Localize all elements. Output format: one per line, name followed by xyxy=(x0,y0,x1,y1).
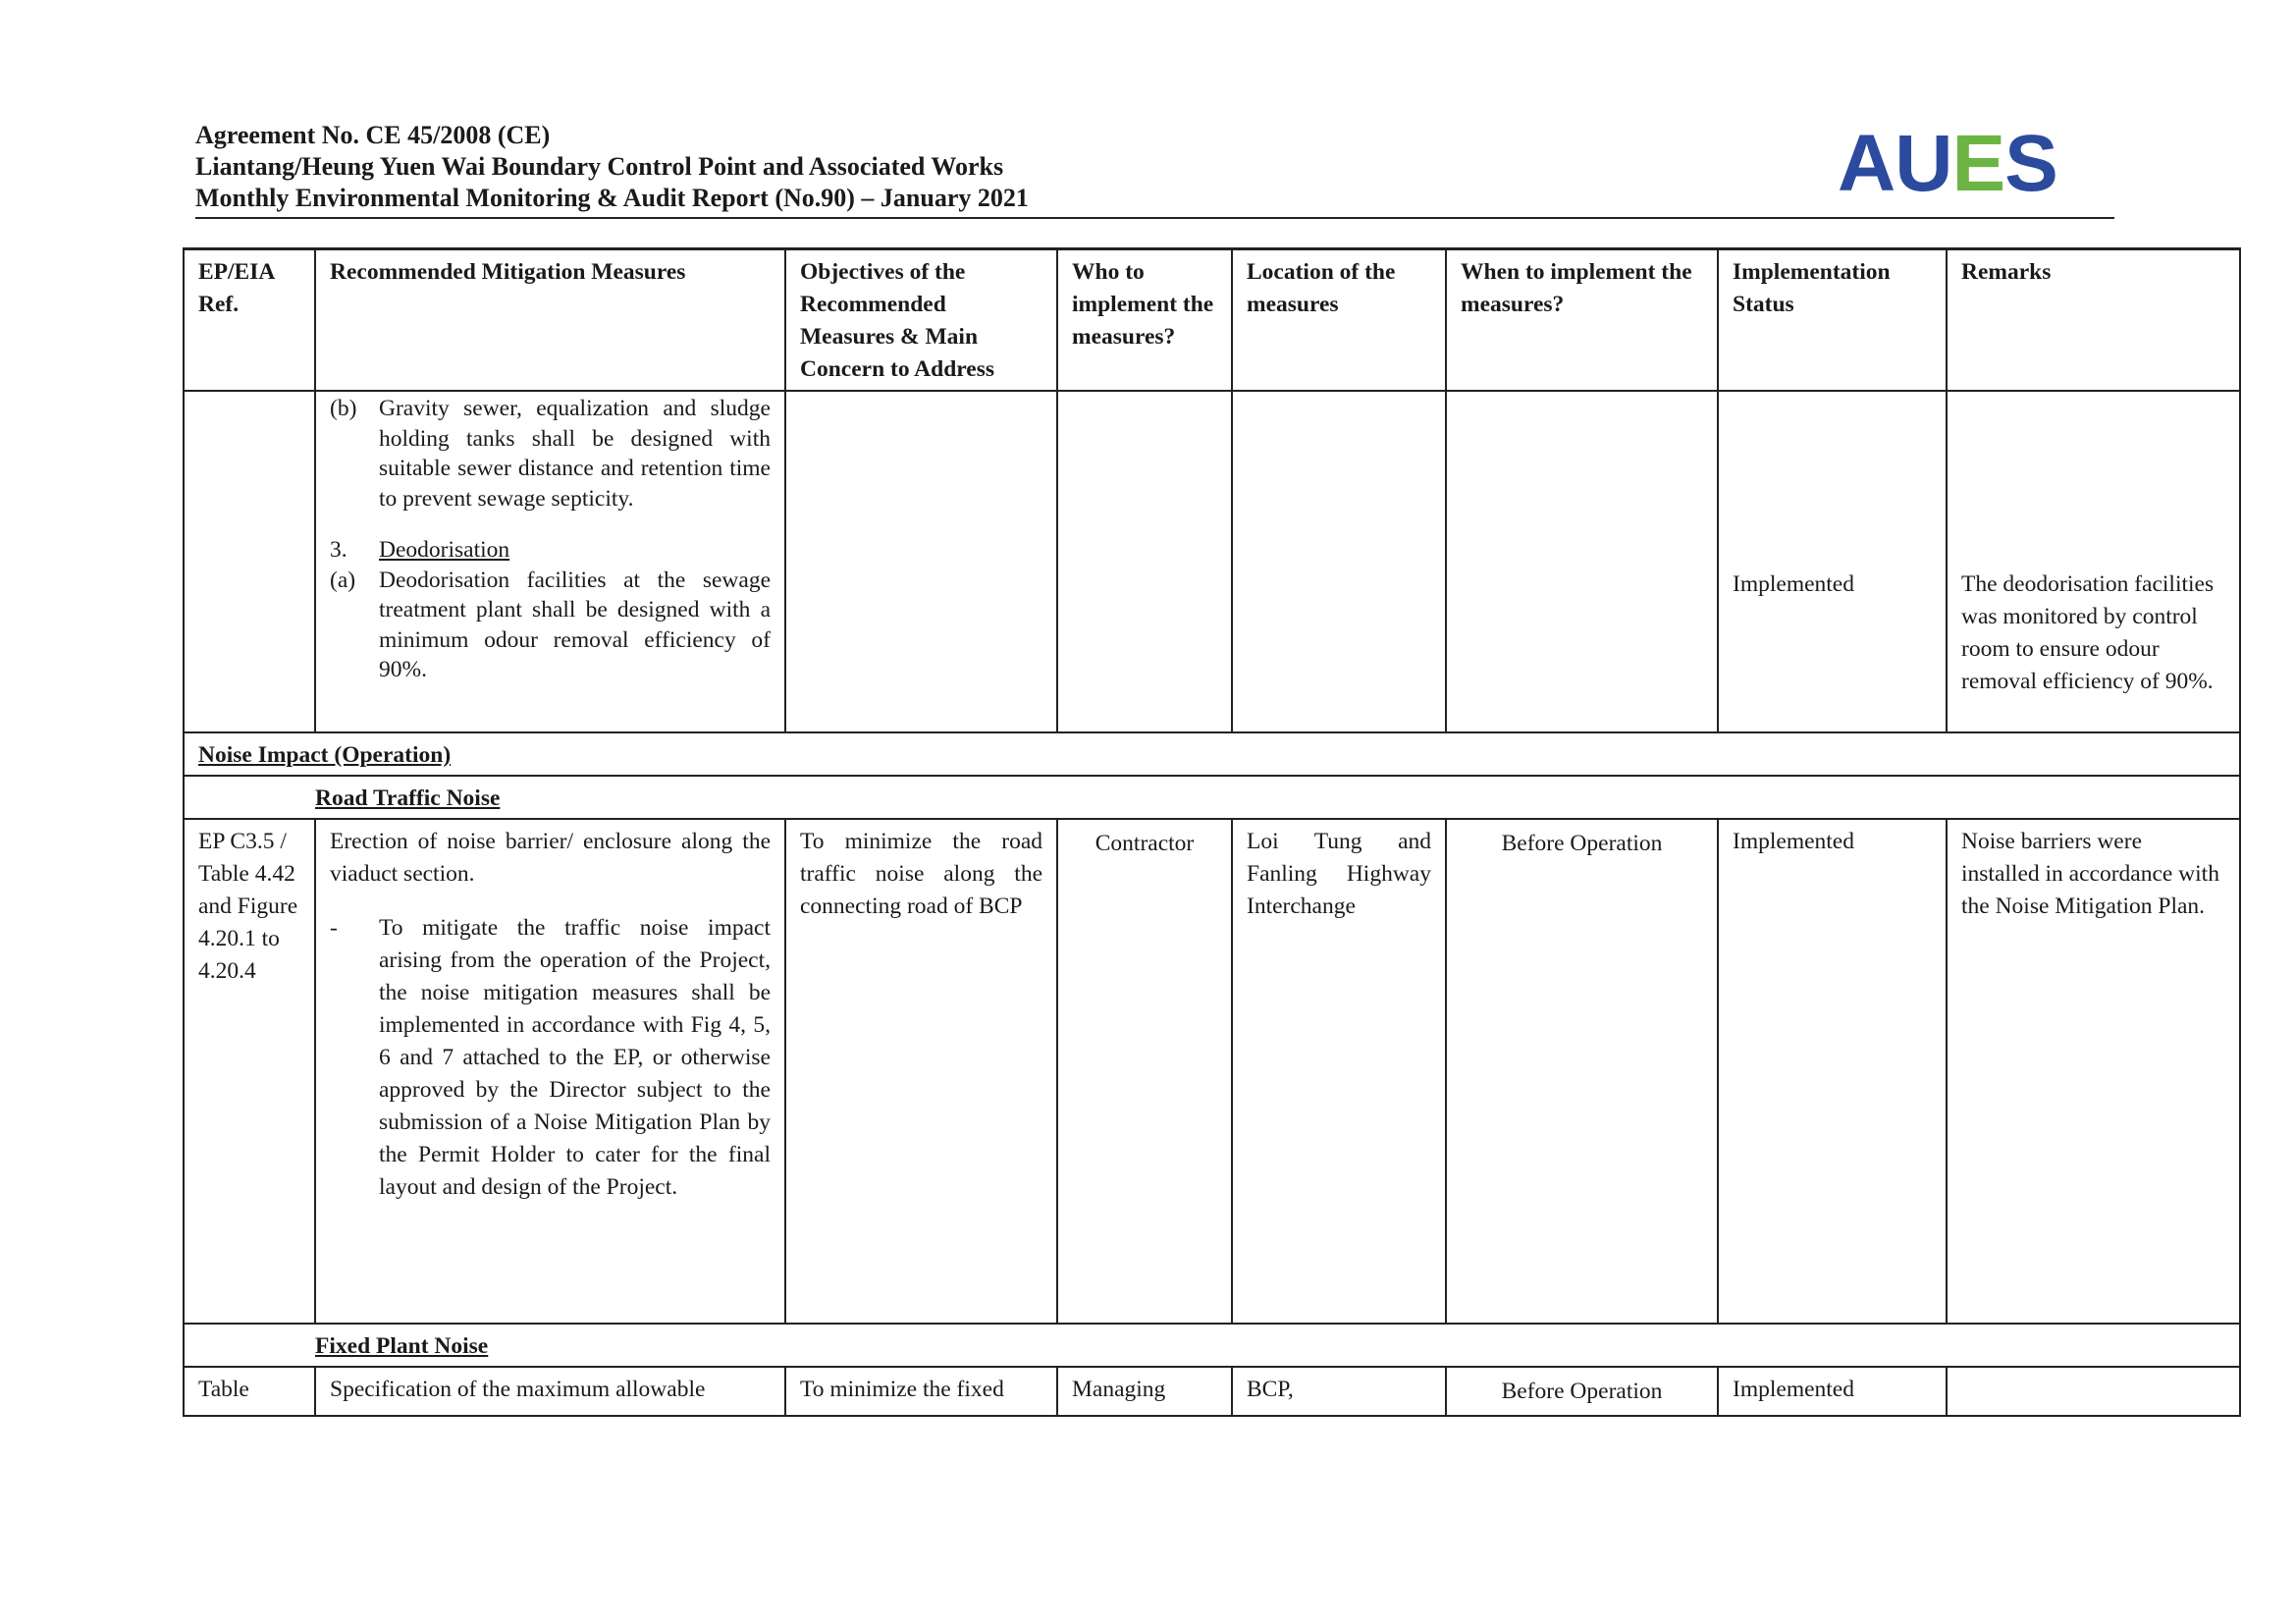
mitigation-measures-table xyxy=(183,247,2241,1417)
measures-cell xyxy=(315,819,785,1324)
measures-cell: Specification of the maximum allowable xyxy=(315,1367,785,1416)
item-text: Gravity sewer, equalization and sludge holding tanks shall be designed with suitable sewer distance and retention time to prevent sewage septicity. xyxy=(379,396,771,512)
table-header-row xyxy=(184,249,2240,392)
status-cell: Implemented xyxy=(1718,819,1947,1324)
report-header xyxy=(195,120,2119,218)
who-cell: Contractor xyxy=(1057,819,1232,1324)
list-item xyxy=(330,535,771,566)
when-cell xyxy=(1446,391,1718,732)
table-row xyxy=(184,1367,2240,1416)
when-cell: Before Operation xyxy=(1446,819,1718,1324)
location-cell: Loi Tung and Fanling Highway Interchange xyxy=(1232,819,1446,1324)
objectives-cell xyxy=(785,391,1057,732)
table-row xyxy=(184,819,2240,1324)
who-cell xyxy=(1057,391,1232,732)
remarks-cell: Noise barriers were installed in accordance with the Noise Mitigation Plan. xyxy=(1947,819,2240,1324)
ref-cell xyxy=(184,391,315,732)
item-marker: - xyxy=(330,915,338,941)
remarks-cell xyxy=(1947,1367,2240,1416)
agreement-number: Agreement No. CE 45/2008 (CE) xyxy=(195,121,551,149)
col-header-remarks: Remarks xyxy=(1947,249,2240,392)
subsection-title: Fixed Plant Noise xyxy=(184,1324,2240,1367)
col-header-measures: Recommended Mitigation Measures xyxy=(315,249,785,392)
measures-cell xyxy=(315,391,785,732)
subsection-row xyxy=(184,1324,2240,1367)
aues-logo: AUES xyxy=(1838,119,2057,208)
status-cell: Implemented xyxy=(1718,1367,1947,1416)
subsection-row xyxy=(184,776,2240,819)
section-row xyxy=(184,732,2240,776)
header-divider xyxy=(195,217,2114,219)
table-row xyxy=(184,391,2240,732)
objectives-cell: To minimize the road traffic noise along the connecting road of BCP xyxy=(785,819,1057,1324)
col-header-ref: EP/EIA Ref. xyxy=(184,249,315,392)
who-cell: Managing xyxy=(1057,1367,1232,1416)
section-title: Noise Impact (Operation) xyxy=(184,732,2240,776)
remarks-cell xyxy=(1947,391,2240,732)
col-header-location: Location of the measures xyxy=(1232,249,1446,392)
ref-cell: EP C3.5 / Table 4.42 and Figure 4.20.1 to 4.20.4 xyxy=(184,819,315,1324)
status-text: Implemented xyxy=(1733,571,1854,597)
item-marker: (a) xyxy=(330,567,356,593)
project-title: Liantang/Heung Yuen Wai Boundary Control Point and Associated Works xyxy=(195,152,1004,181)
col-header-when: When to implement the measures? xyxy=(1446,249,1718,392)
measure-intro: Erection of noise barrier/ enclosure along the viaduct section. xyxy=(330,829,771,887)
ref-cell: Table xyxy=(184,1367,315,1416)
list-item xyxy=(330,912,771,1204)
subsection-title: Road Traffic Noise xyxy=(184,776,2240,819)
remarks-text: The deodorisation facilities was monitored by control room to ensure odour removal efficiency of 90%. xyxy=(1961,571,2215,694)
list-item xyxy=(330,394,771,514)
col-header-objectives: Objectives of the Recommended Measures & Main Concern to Address xyxy=(785,249,1057,392)
col-header-who: Who to implement the measures? xyxy=(1057,249,1232,392)
location-cell xyxy=(1232,391,1446,732)
col-header-status: Implementation Status xyxy=(1718,249,1947,392)
location-cell: BCP, xyxy=(1232,1367,1446,1416)
item-heading: Deodorisation xyxy=(379,537,510,563)
objectives-cell: To minimize the fixed xyxy=(785,1367,1057,1416)
status-cell xyxy=(1718,391,1947,732)
item-marker: (b) xyxy=(330,396,357,421)
list-item xyxy=(330,566,771,685)
item-marker: 3. xyxy=(330,537,347,563)
report-title: Monthly Environmental Monitoring & Audit Report (No.90) – January 2021 xyxy=(195,184,1029,212)
when-cell: Before Operation xyxy=(1446,1367,1718,1416)
item-text: To mitigate the traffic noise impact arising from the operation of the Project, the noise mitigation measures shall be implemented in accordance with Fig 4, 5, 6 and 7 attached to the EP, or otherwise approved by the Director subject to the submission of a Noise Mitigation Plan by the Permit Holder to cater for the final layout and design of the Project. xyxy=(379,915,771,1200)
item-text: Deodorisation facilities at the sewage treatment plant shall be designed with a minimum odour removal efficiency of 90%. xyxy=(379,567,771,682)
